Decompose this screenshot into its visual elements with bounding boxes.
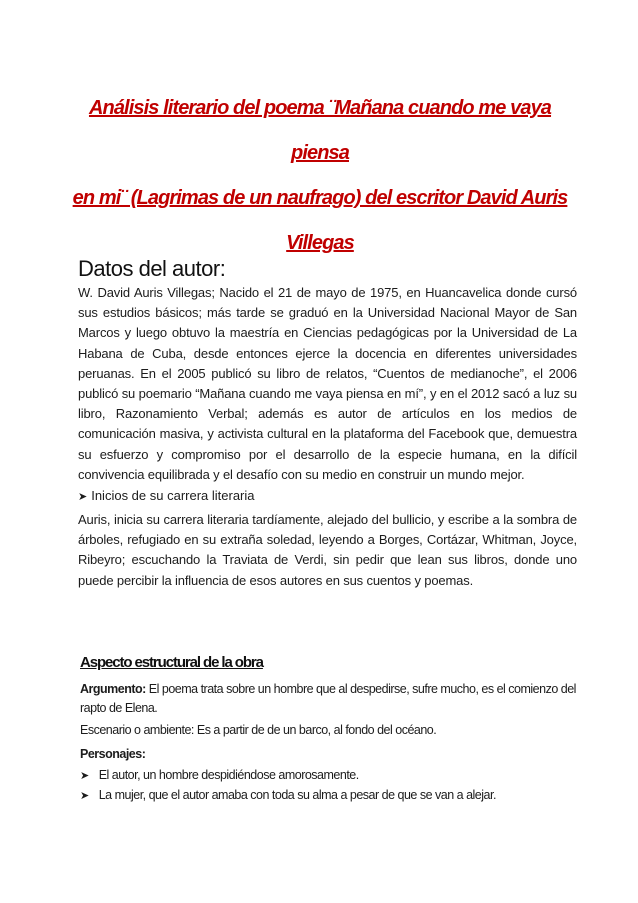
title-line-2: en mi¨ (Lagrimas de un naufrago) del escritor David Auris bbox=[72, 187, 568, 209]
list-item bbox=[80, 788, 496, 802]
document-title bbox=[60, 86, 580, 266]
personajes-label-line bbox=[80, 745, 580, 764]
list-item bbox=[80, 768, 359, 782]
title-line-1: Análisis literario del poema ¨Mañana cuando me vaya piensa bbox=[88, 97, 552, 164]
aspecto-heading: Aspecto estructural de la obra bbox=[80, 654, 263, 671]
argumento-label: Argumento: bbox=[80, 682, 146, 696]
argumento-paragraph bbox=[80, 680, 580, 718]
argumento-text: El poema trata sobre un hombre que al despedirse, sufre mucho, es el comienzo del rapto de Elena. bbox=[80, 682, 576, 715]
title-line-3: Villegas bbox=[286, 232, 354, 254]
escenario-paragraph: Escenario o ambiente: Es a partir de de un barco, al fondo del océano. bbox=[80, 723, 437, 737]
datos-heading: Datos del autor: bbox=[78, 256, 226, 281]
arrow-bullet-icon: ➤ bbox=[78, 491, 88, 503]
inicios-heading: Inicios de su carrera literaria bbox=[91, 488, 255, 503]
personaje-text: El autor, un hombre despidiéndose amorosamente. bbox=[98, 768, 359, 782]
inicios-paragraph: Auris, inicia su carrera literaria tardíamente, alejado del bullicio, y escribe a la sombra de árboles, refugiado en su extraña soledad, leyendo a Borges, Cortázar, Whitman, Joyce, Ribeyro; escuchando la Traviata de Verdi, sin pedir que lean sus libros, donde uno puede percibir la influencia de esos autores en sus cuentos y poemas. bbox=[78, 512, 577, 588]
inicios-heading-item bbox=[78, 488, 255, 503]
personaje-text: La mujer, que el autor amaba con toda su alma a pesar de que se van a alejar. bbox=[98, 788, 496, 802]
personajes-label: Personajes: bbox=[80, 747, 146, 761]
arrow-bullet-icon: ➤ bbox=[80, 790, 89, 802]
arrow-bullet-icon: ➤ bbox=[80, 770, 89, 782]
datos-paragraph: W. David Auris Villegas; Nacido el 21 de mayo de 1975, en Huancavelica donde cursó sus estudios básicos; más tarde se graduó en la Universidad Nacional Mayor de San Marcos y luego obtuvo la maestría en Ciencias pedagógicas por la Universidad de La Habana de Cuba, desde entonces ejerce la docencia en diferentes universidades peruanas. En el 2005 publicó su libro de relatos, “Cuentos de medianoche”, el 2006 publicó su poemario “Mañana cuando me vaya piensa en mí”, y en el 2012 sacó a luz su libro, Razonamiento Verbal; además es autor de artículos en los medios de comunicación masiva, y activista cultural en la plataforma del Facebook que, demuestra su esfuerzo y compromiso por el desarrollo de la especie humana, en la difícil convivencia equilibrada y el desafío con su medio en construir un mundo mejor. bbox=[78, 285, 577, 482]
